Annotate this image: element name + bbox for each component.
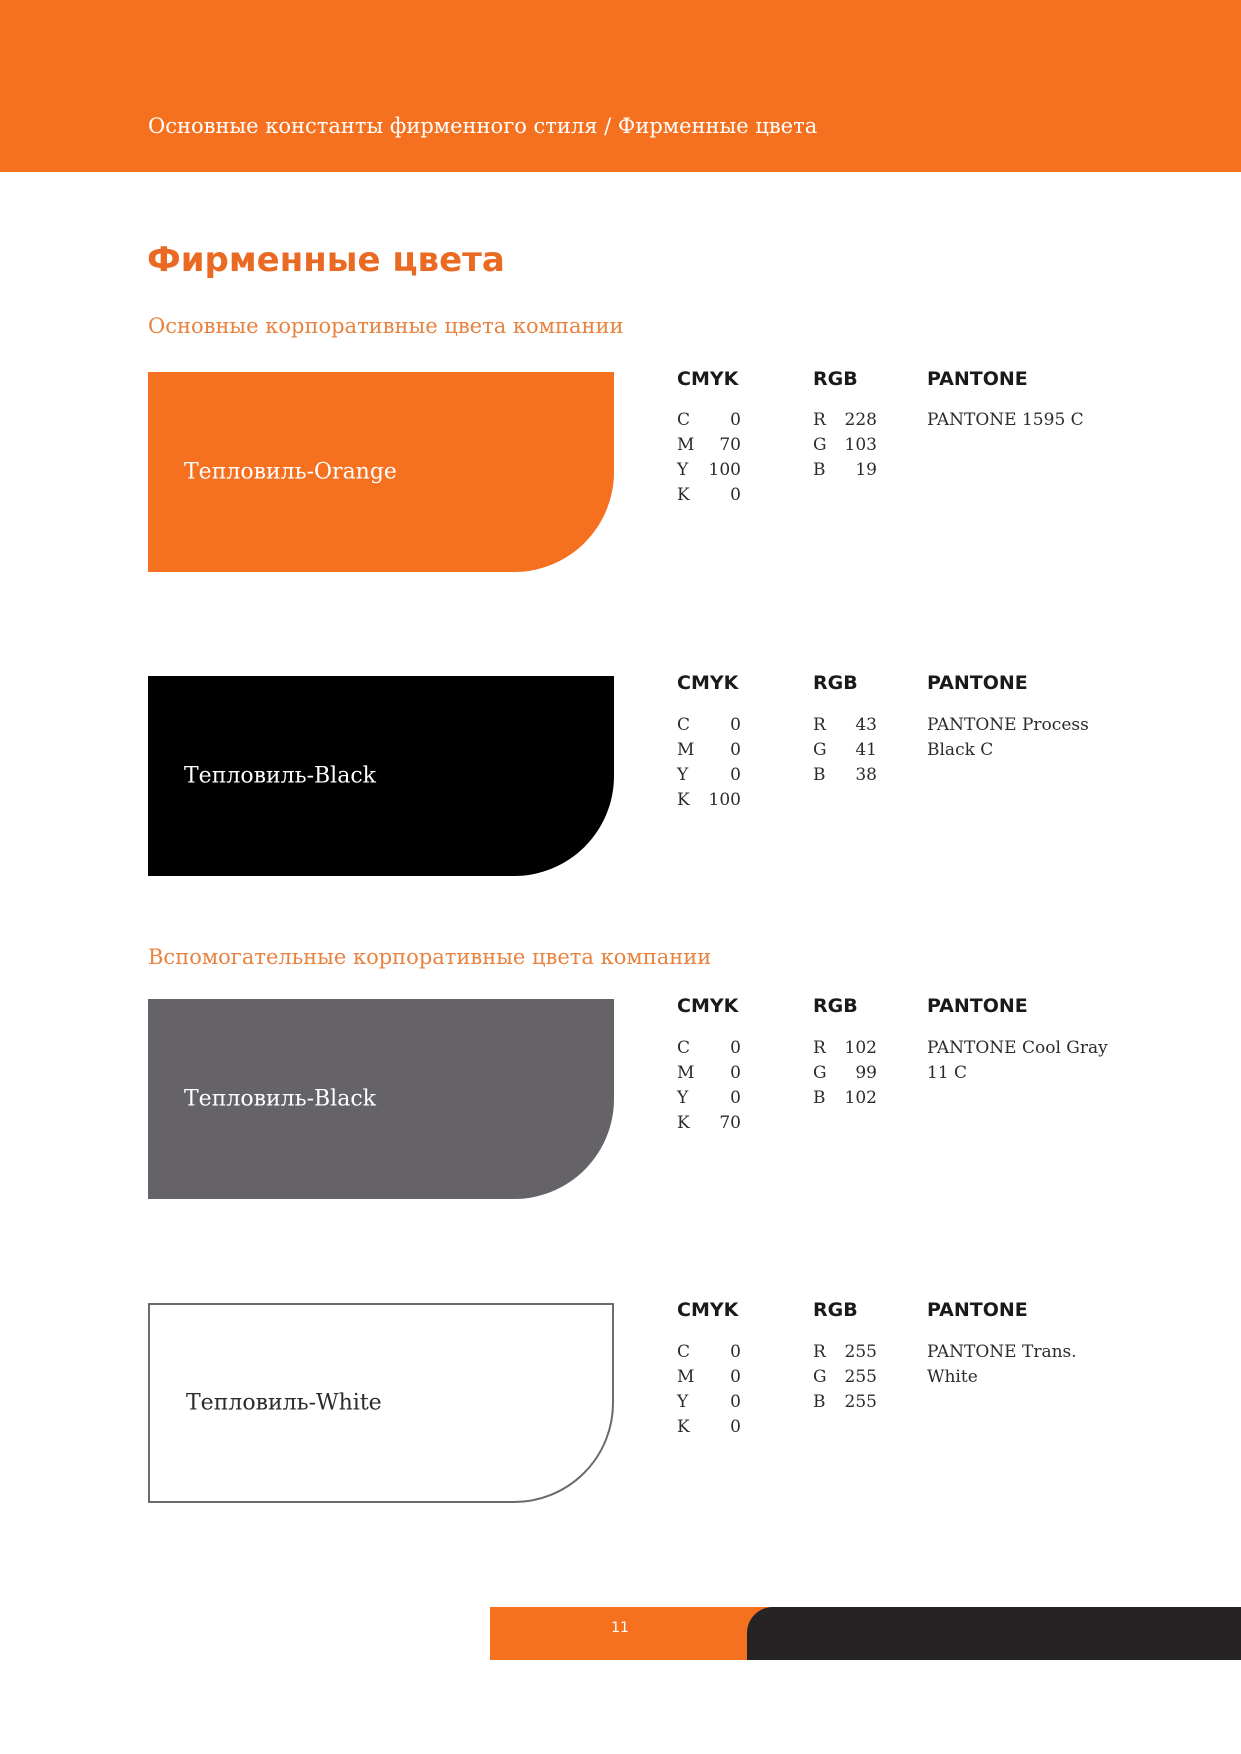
rgb-row: B 102: [813, 1088, 877, 1108]
swatch-label: Тепловиль-Black: [184, 763, 376, 789]
cmyk-row: C 0: [677, 1038, 741, 1058]
rgb-row: G 255: [813, 1367, 877, 1387]
swatch-gray: [148, 999, 614, 1199]
cmyk-row: C 0: [677, 1342, 741, 1362]
rgb-row: G 103: [813, 435, 877, 455]
pantone-value: PANTONE 1595 C: [927, 410, 1084, 430]
cmyk-row: Y 100: [677, 460, 741, 480]
cmyk-header: CMYK: [677, 995, 739, 1017]
rgb-header: RGB: [813, 368, 858, 390]
rgb-values: [813, 1340, 877, 1415]
rgb-values: [813, 408, 877, 483]
swatch-label: Тепловиль-Orange: [184, 459, 397, 485]
rgb-values: [813, 1036, 877, 1111]
header-band: [0, 0, 1241, 172]
cmyk-values: [677, 408, 741, 508]
pantone-header: PANTONE: [927, 672, 1028, 694]
section-heading-primary: Основные корпоративные цвета компании: [148, 314, 624, 338]
cmyk-header: CMYK: [677, 1299, 739, 1321]
cmyk-row: C 0: [677, 410, 741, 430]
section-heading-secondary: Вспомогательные корпоративные цвета компании: [148, 945, 712, 969]
pantone-header: PANTONE: [927, 995, 1028, 1017]
pantone-header: PANTONE: [927, 368, 1028, 390]
cmyk-row: M 70: [677, 435, 741, 455]
rgb-row: G 41: [813, 740, 877, 760]
cmyk-row: K 0: [677, 485, 741, 505]
swatch-orange: [148, 372, 614, 572]
breadcrumb: Основные константы фирменного стиля / Фирменные цвета: [148, 114, 818, 138]
rgb-header: RGB: [813, 995, 858, 1017]
rgb-header: RGB: [813, 1299, 858, 1321]
pantone-value: PANTONE Process Black C: [927, 715, 1089, 760]
rgb-row: B 19: [813, 460, 877, 480]
cmyk-header: CMYK: [677, 672, 739, 694]
swatch-white: [148, 1303, 614, 1503]
cmyk-header: CMYK: [677, 368, 739, 390]
cmyk-values: [677, 713, 741, 813]
cmyk-row: M 0: [677, 1367, 741, 1387]
rgb-values: [813, 713, 877, 788]
cmyk-row: M 0: [677, 740, 741, 760]
swatch-black: [148, 676, 614, 876]
rgb-row: R 43: [813, 715, 877, 735]
cmyk-row: M 0: [677, 1063, 741, 1083]
rgb-row: B 38: [813, 765, 877, 785]
cmyk-row: Y 0: [677, 1392, 741, 1412]
page-title: Фирменные цвета: [147, 240, 505, 280]
rgb-row: B 255: [813, 1392, 877, 1412]
cmyk-values: [677, 1340, 741, 1440]
cmyk-row: K 0: [677, 1417, 741, 1437]
cmyk-row: C 0: [677, 715, 741, 735]
cmyk-values: [677, 1036, 741, 1136]
cmyk-row: K 70: [677, 1113, 741, 1133]
cmyk-row: K 100: [677, 790, 741, 810]
rgb-header: RGB: [813, 672, 858, 694]
rgb-row: R 255: [813, 1342, 877, 1362]
swatch-label: Тепловиль-Black: [184, 1086, 376, 1112]
swatch-label: Тепловиль-White: [186, 1390, 382, 1416]
pantone-value: PANTONE Cool Gray 11 C: [927, 1038, 1108, 1083]
page-number: 11: [611, 1620, 629, 1636]
pantone-value: PANTONE Trans. White: [927, 1342, 1077, 1387]
rgb-row: R 228: [813, 410, 877, 430]
rgb-row: G 99: [813, 1063, 877, 1083]
cmyk-row: Y 0: [677, 1088, 741, 1108]
rgb-row: R 102: [813, 1038, 877, 1058]
footer-dark-bar: [747, 1607, 1241, 1660]
cmyk-row: Y 0: [677, 765, 741, 785]
pantone-header: PANTONE: [927, 1299, 1028, 1321]
